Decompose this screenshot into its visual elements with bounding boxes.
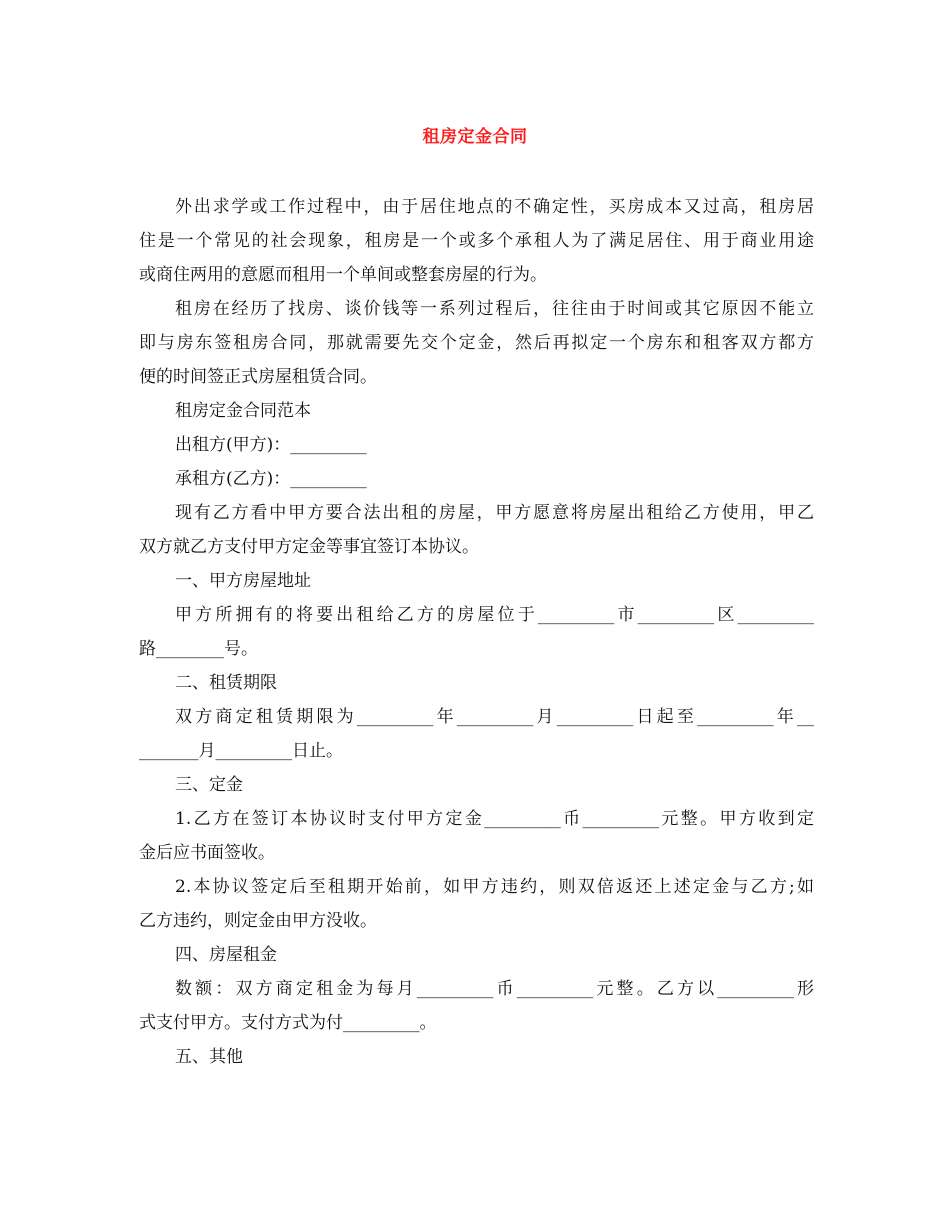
lessee-field: 承租方(乙方)：_________ — [175, 469, 367, 489]
agreement-intro-line-2: 双方就乙方支付甲方定金等事宜签订本协议。 — [139, 537, 479, 557]
section-3-item-2-line-1: 2.本协议签定后至租期开始前，如甲方违约，则双倍返还上述定金与乙方;如 — [175, 877, 814, 897]
section-1-line-1: 甲方所拥有的将要出租给乙方的房屋位于_________市_________区_________ — [175, 605, 814, 625]
section-2-line-2: _______月_________日止。 — [139, 741, 343, 761]
section-3-heading: 三、定金 — [175, 775, 243, 795]
section-3-item-1-line-2: 金后应书面签收。 — [139, 843, 275, 863]
document-body — [139, 190, 814, 1074]
paragraph-intro-line-3: 或商住两用的意愿而租用一个单间或整套房屋的行为。 — [139, 265, 547, 285]
paragraph-deposit-line-2: 即与房东签租房合同，那就需要先交个定金，然后再拟定一个房东和租客双方都方 — [139, 333, 814, 353]
template-heading: 租房定金合同范本 — [175, 401, 311, 421]
document-title: 租房定金合同 — [422, 127, 528, 147]
section-1-line-2: 路________号。 — [139, 639, 258, 659]
section-1-heading: 一、甲方房屋地址 — [175, 571, 311, 591]
section-2-heading: 二、租赁期限 — [175, 673, 277, 693]
section-2-line-1: 双方商定租赁期限为_________年_________月_________日起至_________年__ — [175, 707, 814, 727]
section-4-heading: 四、房屋租金 — [175, 945, 277, 965]
lessor-field: 出租方(甲方)：_________ — [175, 435, 367, 455]
paragraph-intro-line-1: 外出求学或工作过程中，由于居住地点的不确定性，买房成本又过高，租房居 — [175, 197, 814, 217]
section-5-heading: 五、其他 — [175, 1047, 243, 1067]
paragraph-deposit-line-3: 便的时间签正式房屋租赁合同。 — [139, 367, 377, 387]
section-3-item-2-line-2: 乙方违约，则定金由甲方没收。 — [139, 911, 377, 931]
paragraph-deposit-line-1: 租房在经历了找房、谈价钱等一系列过程后，往往由于时间或其它原因不能立 — [175, 299, 814, 319]
section-4-line-1: 数额：双方商定租金为每月_________币_________元整。乙方以_________形 — [175, 979, 814, 999]
section-4-line-2: 式支付甲方。支付方式为付_________。 — [139, 1013, 437, 1033]
agreement-intro-line-1: 现有乙方看中甲方要合法出租的房屋，甲方愿意将房屋出租给乙方使用，甲乙 — [175, 503, 814, 523]
section-3-item-1-line-1: 1.乙方在签订本协议时支付甲方定金_________币_________元整。甲方收到定 — [175, 809, 814, 829]
paragraph-intro-line-2: 住是一个常见的社会现象，租房是一个或多个承租人为了满足居住、用于商业用途 — [139, 231, 814, 251]
